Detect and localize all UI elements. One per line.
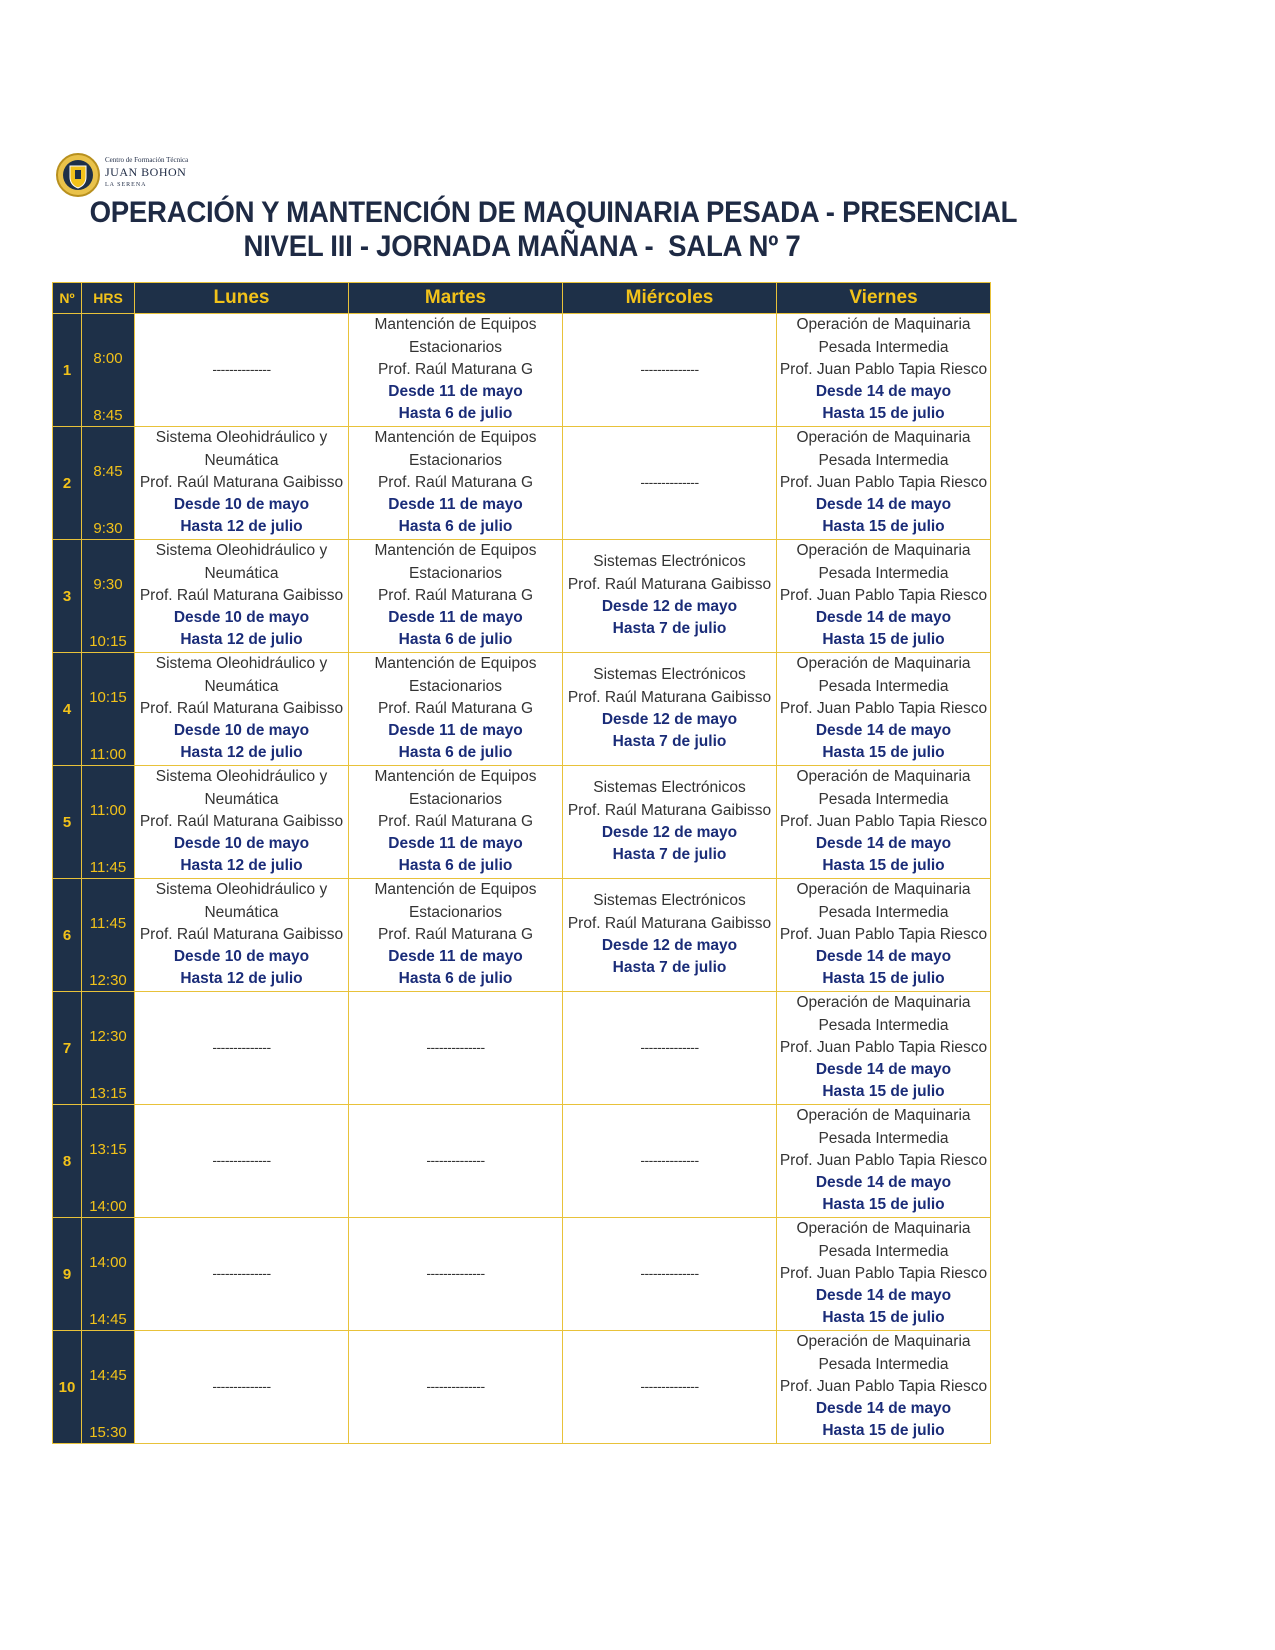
- course-start-date: Desde 11 de mayo: [388, 948, 523, 966]
- course-professor: Prof. Raúl Maturana Gaibisso: [567, 688, 772, 706]
- period-hours: [82, 879, 135, 992]
- course-professor: Prof. Raúl Maturana Gaibisso: [139, 473, 344, 491]
- course-end-date: Hasta 12 de julio: [180, 631, 303, 649]
- course-end-date: Hasta 7 de julio: [612, 620, 727, 638]
- schedule-cell: [563, 879, 777, 992]
- course-name: Mantención de Equipos: [374, 316, 537, 334]
- course-start-date: Desde 14 de mayo: [815, 1287, 952, 1305]
- logo-line1: Centro de Formación Técnica: [105, 156, 189, 164]
- course-name: Pesada Intermedia: [818, 790, 949, 808]
- schedule-cell: [349, 540, 563, 653]
- course-end-date: Hasta 15 de julio: [822, 631, 945, 649]
- course-professor: Prof. Raúl Maturana Gaibisso: [567, 801, 772, 819]
- course-start-date: Desde 14 de mayo: [815, 835, 952, 853]
- course-name: Mantención de Equipos: [374, 881, 537, 899]
- schedule-cell: [135, 427, 349, 540]
- period-number: 5: [53, 766, 82, 879]
- course-professor: Prof. Juan Pablo Tapia Riesco: [779, 1038, 988, 1056]
- course-end-date: Hasta 6 de julio: [398, 744, 513, 762]
- period-start-time: 9:30: [93, 576, 123, 593]
- course-start-date: Desde 12 de mayo: [601, 937, 738, 954]
- schedule-cell: [563, 766, 777, 879]
- period-start-time: 11:00: [89, 802, 127, 819]
- period-end-time: 12:30: [89, 972, 127, 989]
- period-number: 10: [53, 1331, 82, 1444]
- schedule-cell: [563, 653, 777, 766]
- course-professor: Prof. Juan Pablo Tapia Riesco: [779, 473, 988, 491]
- course-name: Mantención de Equipos: [374, 429, 537, 447]
- empty-slot: --------------: [640, 1265, 699, 1281]
- course-name: Operación de Maquinaria: [796, 768, 971, 786]
- course-professor: Prof. Juan Pablo Tapia Riesco: [779, 360, 988, 378]
- table-row: [53, 314, 991, 427]
- period-end-time: 9:30: [93, 520, 123, 537]
- empty-slot: --------------: [640, 1039, 699, 1055]
- period-start-time: 10:15: [89, 689, 127, 706]
- schedule-cell: [135, 992, 349, 1105]
- shield-logo-icon: [55, 152, 101, 198]
- period-hours: [82, 653, 135, 766]
- course-entry: [777, 653, 990, 764]
- course-name: Operación de Maquinaria: [796, 1220, 971, 1238]
- course-professor: Prof. Raúl Maturana G: [377, 360, 534, 378]
- empty-slot: --------------: [640, 1378, 699, 1394]
- course-start-date: Desde 12 de mayo: [601, 824, 738, 841]
- course-start-date: Desde 10 de mayo: [173, 722, 310, 740]
- schedule-cell: [349, 1331, 563, 1444]
- course-name: Pesada Intermedia: [818, 677, 949, 695]
- logo-line2: JUAN BOHON: [105, 165, 187, 179]
- course-start-date: Desde 14 de mayo: [815, 1174, 952, 1192]
- period-number: 8: [53, 1105, 82, 1218]
- course-name: Pesada Intermedia: [818, 1242, 949, 1260]
- course-entry: [777, 766, 990, 877]
- period-hours: [82, 1218, 135, 1331]
- course-entry: [563, 551, 776, 640]
- period-start-time: 14:00: [89, 1254, 127, 1271]
- period-hours: [82, 992, 135, 1105]
- table-row: [53, 992, 991, 1105]
- schedule-cell: [563, 992, 777, 1105]
- header-miercoles: Miércoles: [563, 283, 777, 314]
- course-professor: Prof. Raúl Maturana Gaibisso: [139, 812, 344, 830]
- course-end-date: Hasta 7 de julio: [612, 733, 727, 751]
- course-name: Estacionarios: [408, 903, 503, 921]
- course-name: Neumática: [204, 677, 279, 695]
- table-row: [53, 1218, 991, 1331]
- course-professor: Prof. Juan Pablo Tapia Riesco: [779, 699, 988, 717]
- empty-slot: --------------: [212, 1152, 271, 1168]
- schedule-cell: [135, 540, 349, 653]
- schedule-cell: [777, 540, 991, 653]
- schedule-cell: [135, 314, 349, 427]
- course-entry: [135, 427, 348, 538]
- schedule-cell: [777, 427, 991, 540]
- course-professor: Prof. Raúl Maturana Gaibisso: [139, 925, 344, 943]
- course-name: Pesada Intermedia: [818, 1355, 949, 1373]
- course-professor: Prof. Raúl Maturana Gaibisso: [567, 575, 772, 593]
- course-start-date: Desde 11 de mayo: [388, 496, 523, 514]
- course-name: Pesada Intermedia: [818, 1129, 949, 1147]
- course-end-date: Hasta 7 de julio: [612, 959, 727, 977]
- course-start-date: Desde 11 de mayo: [388, 383, 523, 401]
- schedule-cell: [563, 540, 777, 653]
- course-name: Operación de Maquinaria: [796, 316, 971, 334]
- header-lunes: Lunes: [135, 283, 349, 314]
- schedule-cell: [349, 766, 563, 879]
- course-end-date: Hasta 12 de julio: [180, 518, 303, 536]
- course-entry: [349, 314, 562, 425]
- period-number: 3: [53, 540, 82, 653]
- institution-logo: [55, 152, 215, 198]
- course-end-date: Hasta 15 de julio: [822, 744, 945, 762]
- course-professor: Prof. Raúl Maturana G: [377, 699, 534, 717]
- course-name: Mantención de Equipos: [374, 655, 537, 673]
- empty-slot: --------------: [212, 1039, 271, 1055]
- table-row: [53, 1105, 991, 1218]
- course-end-date: Hasta 12 de julio: [180, 857, 303, 875]
- course-entry: [777, 879, 990, 990]
- table-row: [53, 1331, 991, 1444]
- course-start-date: Desde 14 de mayo: [815, 1400, 952, 1418]
- page-subtitle: NIVEL III - JORNADA MAÑANA - SALA Nº 7: [243, 230, 801, 263]
- schedule-cell: [349, 653, 563, 766]
- course-professor: Prof. Raúl Maturana G: [377, 812, 534, 830]
- course-name: Sistemas Electrónicos: [593, 666, 746, 684]
- period-start-time: 8:45: [93, 463, 123, 480]
- schedule-cell: [563, 1331, 777, 1444]
- empty-slot: --------------: [212, 361, 271, 377]
- course-entry: [349, 879, 562, 990]
- course-entry: [777, 1331, 990, 1442]
- course-professor: Prof. Raúl Maturana Gaibisso: [139, 699, 344, 717]
- period-end-time: 15:30: [89, 1424, 127, 1441]
- period-start-time: 8:00: [93, 350, 123, 367]
- header-martes: Martes: [349, 283, 563, 314]
- course-start-date: Desde 11 de mayo: [388, 835, 523, 853]
- course-entry: [777, 540, 990, 651]
- period-number: 2: [53, 427, 82, 540]
- course-name: Sistema Oleohidráulico y: [155, 655, 328, 673]
- course-entry: [349, 653, 562, 764]
- course-name: Sistema Oleohidráulico y: [155, 429, 328, 447]
- empty-slot: --------------: [640, 474, 699, 490]
- course-name: Pesada Intermedia: [818, 903, 949, 921]
- period-end-time: 11:00: [89, 746, 127, 763]
- schedule-cell: [777, 766, 991, 879]
- header-row: [53, 283, 991, 314]
- course-end-date: Hasta 6 de julio: [398, 857, 513, 875]
- table-row: [53, 427, 991, 540]
- schedule-cell: [777, 1105, 991, 1218]
- course-professor: Prof. Juan Pablo Tapia Riesco: [779, 1377, 988, 1395]
- course-start-date: Desde 14 de mayo: [815, 609, 952, 627]
- schedule-cell: [135, 1331, 349, 1444]
- course-end-date: Hasta 7 de julio: [612, 846, 727, 864]
- table-row: [53, 879, 991, 992]
- period-end-time: 8:45: [93, 407, 123, 424]
- empty-slot: --------------: [426, 1039, 485, 1055]
- course-start-date: Desde 14 de mayo: [815, 722, 952, 740]
- period-start-time: 11:45: [89, 915, 127, 932]
- schedule-cell: [135, 766, 349, 879]
- period-number: 6: [53, 879, 82, 992]
- course-professor: Prof. Juan Pablo Tapia Riesco: [779, 586, 988, 604]
- period-start-time: 14:45: [89, 1367, 127, 1384]
- period-hours: [82, 1331, 135, 1444]
- course-entry: [349, 540, 562, 651]
- schedule-cell: [563, 427, 777, 540]
- course-end-date: Hasta 12 de julio: [180, 744, 303, 762]
- course-entry: [135, 766, 348, 877]
- course-name: Sistema Oleohidráulico y: [155, 768, 328, 786]
- empty-slot: --------------: [212, 1265, 271, 1281]
- schedule-cell: [349, 1218, 563, 1331]
- course-professor: Prof. Raúl Maturana G: [377, 925, 534, 943]
- course-end-date: Hasta 15 de julio: [822, 1083, 945, 1101]
- course-name: Neumática: [204, 790, 279, 808]
- empty-slot: --------------: [640, 1152, 699, 1168]
- page-title: OPERACIÓN Y MANTENCIÓN DE MAQUINARIA PESADA - PRESENCIAL: [89, 196, 1018, 229]
- course-start-date: Desde 12 de mayo: [601, 598, 738, 615]
- schedule-cell: [349, 879, 563, 992]
- course-professor: Prof. Juan Pablo Tapia Riesco: [779, 925, 988, 943]
- course-name: Estacionarios: [408, 564, 503, 582]
- schedule-cell: [777, 314, 991, 427]
- table-row: [53, 540, 991, 653]
- course-name: Operación de Maquinaria: [796, 542, 971, 560]
- course-end-date: Hasta 15 de julio: [822, 518, 945, 536]
- course-start-date: Desde 14 de mayo: [815, 383, 952, 401]
- course-entry: [777, 992, 990, 1103]
- course-end-date: Hasta 15 de julio: [822, 970, 945, 988]
- logo-line3: LA SERENA: [105, 182, 147, 188]
- period-end-time: 14:45: [89, 1311, 127, 1328]
- course-entry: [135, 653, 348, 764]
- course-start-date: Desde 10 de mayo: [173, 609, 310, 627]
- course-entry: [563, 777, 776, 866]
- course-name: Neumática: [204, 903, 279, 921]
- table-row: [53, 653, 991, 766]
- schedule-cell: [349, 427, 563, 540]
- course-name: Pesada Intermedia: [818, 564, 949, 582]
- schedule-cell: [777, 879, 991, 992]
- course-entry: [349, 766, 562, 877]
- course-end-date: Hasta 15 de julio: [822, 1196, 945, 1214]
- course-end-date: Hasta 6 de julio: [398, 518, 513, 536]
- schedule-cell: [563, 1218, 777, 1331]
- schedule-cell: [349, 992, 563, 1105]
- course-name: Operación de Maquinaria: [796, 1333, 971, 1351]
- period-hours: [82, 1105, 135, 1218]
- course-entry: [777, 314, 990, 425]
- header-viernes: Viernes: [777, 283, 991, 314]
- header-hrs: HRS: [82, 283, 135, 314]
- course-entry: [777, 427, 990, 538]
- schedule-cell: [777, 1218, 991, 1331]
- course-name: Pesada Intermedia: [818, 1016, 949, 1034]
- schedule-cell: [777, 992, 991, 1105]
- course-name: Operación de Maquinaria: [796, 994, 971, 1012]
- course-name: Pesada Intermedia: [818, 338, 949, 356]
- course-professor: Prof. Juan Pablo Tapia Riesco: [779, 1264, 988, 1282]
- course-end-date: Hasta 6 de julio: [398, 631, 513, 649]
- course-professor: Prof. Raúl Maturana G: [377, 586, 534, 604]
- course-start-date: Desde 10 de mayo: [173, 948, 310, 966]
- course-professor: Prof. Raúl Maturana Gaibisso: [139, 586, 344, 604]
- course-start-date: Desde 12 de mayo: [601, 711, 738, 728]
- course-end-date: Hasta 6 de julio: [398, 405, 513, 423]
- period-hours: [82, 427, 135, 540]
- empty-slot: --------------: [426, 1152, 485, 1168]
- course-name: Mantención de Equipos: [374, 768, 537, 786]
- period-hours: [82, 540, 135, 653]
- period-start-time: 13:15: [89, 1141, 127, 1158]
- course-name: Neumática: [204, 564, 279, 582]
- course-start-date: Desde 14 de mayo: [815, 948, 952, 966]
- schedule-table: [52, 282, 991, 1444]
- course-entry: [349, 427, 562, 538]
- course-name: Operación de Maquinaria: [796, 1107, 971, 1125]
- course-professor: Prof. Juan Pablo Tapia Riesco: [779, 1151, 988, 1169]
- schedule-cell: [135, 1218, 349, 1331]
- course-entry: [777, 1105, 990, 1216]
- course-end-date: Hasta 15 de julio: [822, 857, 945, 875]
- course-name: Sistemas Electrónicos: [593, 553, 746, 571]
- course-name: Operación de Maquinaria: [796, 655, 971, 673]
- course-name: Operación de Maquinaria: [796, 429, 971, 447]
- period-number: 1: [53, 314, 82, 427]
- course-name: Estacionarios: [408, 677, 503, 695]
- schedule-cell: [135, 1105, 349, 1218]
- empty-slot: --------------: [426, 1378, 485, 1394]
- course-start-date: Desde 14 de mayo: [815, 496, 952, 514]
- schedule-cell: [135, 879, 349, 992]
- course-name: Sistema Oleohidráulico y: [155, 542, 328, 560]
- course-start-date: Desde 11 de mayo: [388, 609, 523, 627]
- schedule-cell: [349, 1105, 563, 1218]
- empty-slot: --------------: [212, 1378, 271, 1394]
- schedule-body: [53, 314, 991, 1444]
- course-entry: [563, 890, 776, 979]
- course-end-date: Hasta 15 de julio: [822, 1309, 945, 1327]
- schedule-cell: [349, 314, 563, 427]
- course-name: Estacionarios: [408, 790, 503, 808]
- course-end-date: Hasta 12 de julio: [180, 970, 303, 988]
- period-number: 7: [53, 992, 82, 1105]
- course-name: Estacionarios: [408, 451, 503, 469]
- course-start-date: Desde 14 de mayo: [815, 1061, 952, 1079]
- course-professor: Prof. Raúl Maturana G: [377, 473, 534, 491]
- course-start-date: Desde 11 de mayo: [388, 722, 523, 740]
- course-name: Estacionarios: [408, 338, 503, 356]
- period-start-time: 12:30: [89, 1028, 127, 1045]
- schedule-cell: [563, 314, 777, 427]
- empty-slot: --------------: [640, 361, 699, 377]
- course-entry: [777, 1218, 990, 1329]
- table-row: [53, 766, 991, 879]
- period-hours: [82, 766, 135, 879]
- course-entry: [135, 879, 348, 990]
- course-end-date: Hasta 6 de julio: [398, 970, 513, 988]
- period-hours: [82, 314, 135, 427]
- course-name: Operación de Maquinaria: [796, 881, 971, 899]
- period-end-time: 14:00: [89, 1198, 127, 1215]
- course-entry: [563, 664, 776, 753]
- course-end-date: Hasta 15 de julio: [822, 1422, 945, 1440]
- course-name: Sistemas Electrónicos: [593, 779, 746, 797]
- course-start-date: Desde 10 de mayo: [173, 835, 310, 853]
- schedule-cell: [777, 1331, 991, 1444]
- course-name: Mantención de Equipos: [374, 542, 537, 560]
- course-professor: Prof. Juan Pablo Tapia Riesco: [779, 812, 988, 830]
- course-professor: Prof. Raúl Maturana Gaibisso: [567, 914, 772, 932]
- course-name: Pesada Intermedia: [818, 451, 949, 469]
- period-end-time: 11:45: [89, 859, 127, 876]
- course-name: Sistema Oleohidráulico y: [155, 881, 328, 899]
- course-end-date: Hasta 15 de julio: [822, 405, 945, 423]
- course-entry: [135, 540, 348, 651]
- period-end-time: 13:15: [89, 1085, 127, 1102]
- course-name: Sistemas Electrónicos: [593, 892, 746, 910]
- schedule-cell: [777, 653, 991, 766]
- period-number: 9: [53, 1218, 82, 1331]
- course-name: Neumática: [204, 451, 279, 469]
- course-start-date: Desde 10 de mayo: [173, 496, 310, 514]
- period-end-time: 10:15: [89, 633, 127, 650]
- empty-slot: --------------: [426, 1265, 485, 1281]
- schedule-cell: [563, 1105, 777, 1218]
- period-number: 4: [53, 653, 82, 766]
- schedule-cell: [135, 653, 349, 766]
- header-num: Nº: [53, 283, 82, 314]
